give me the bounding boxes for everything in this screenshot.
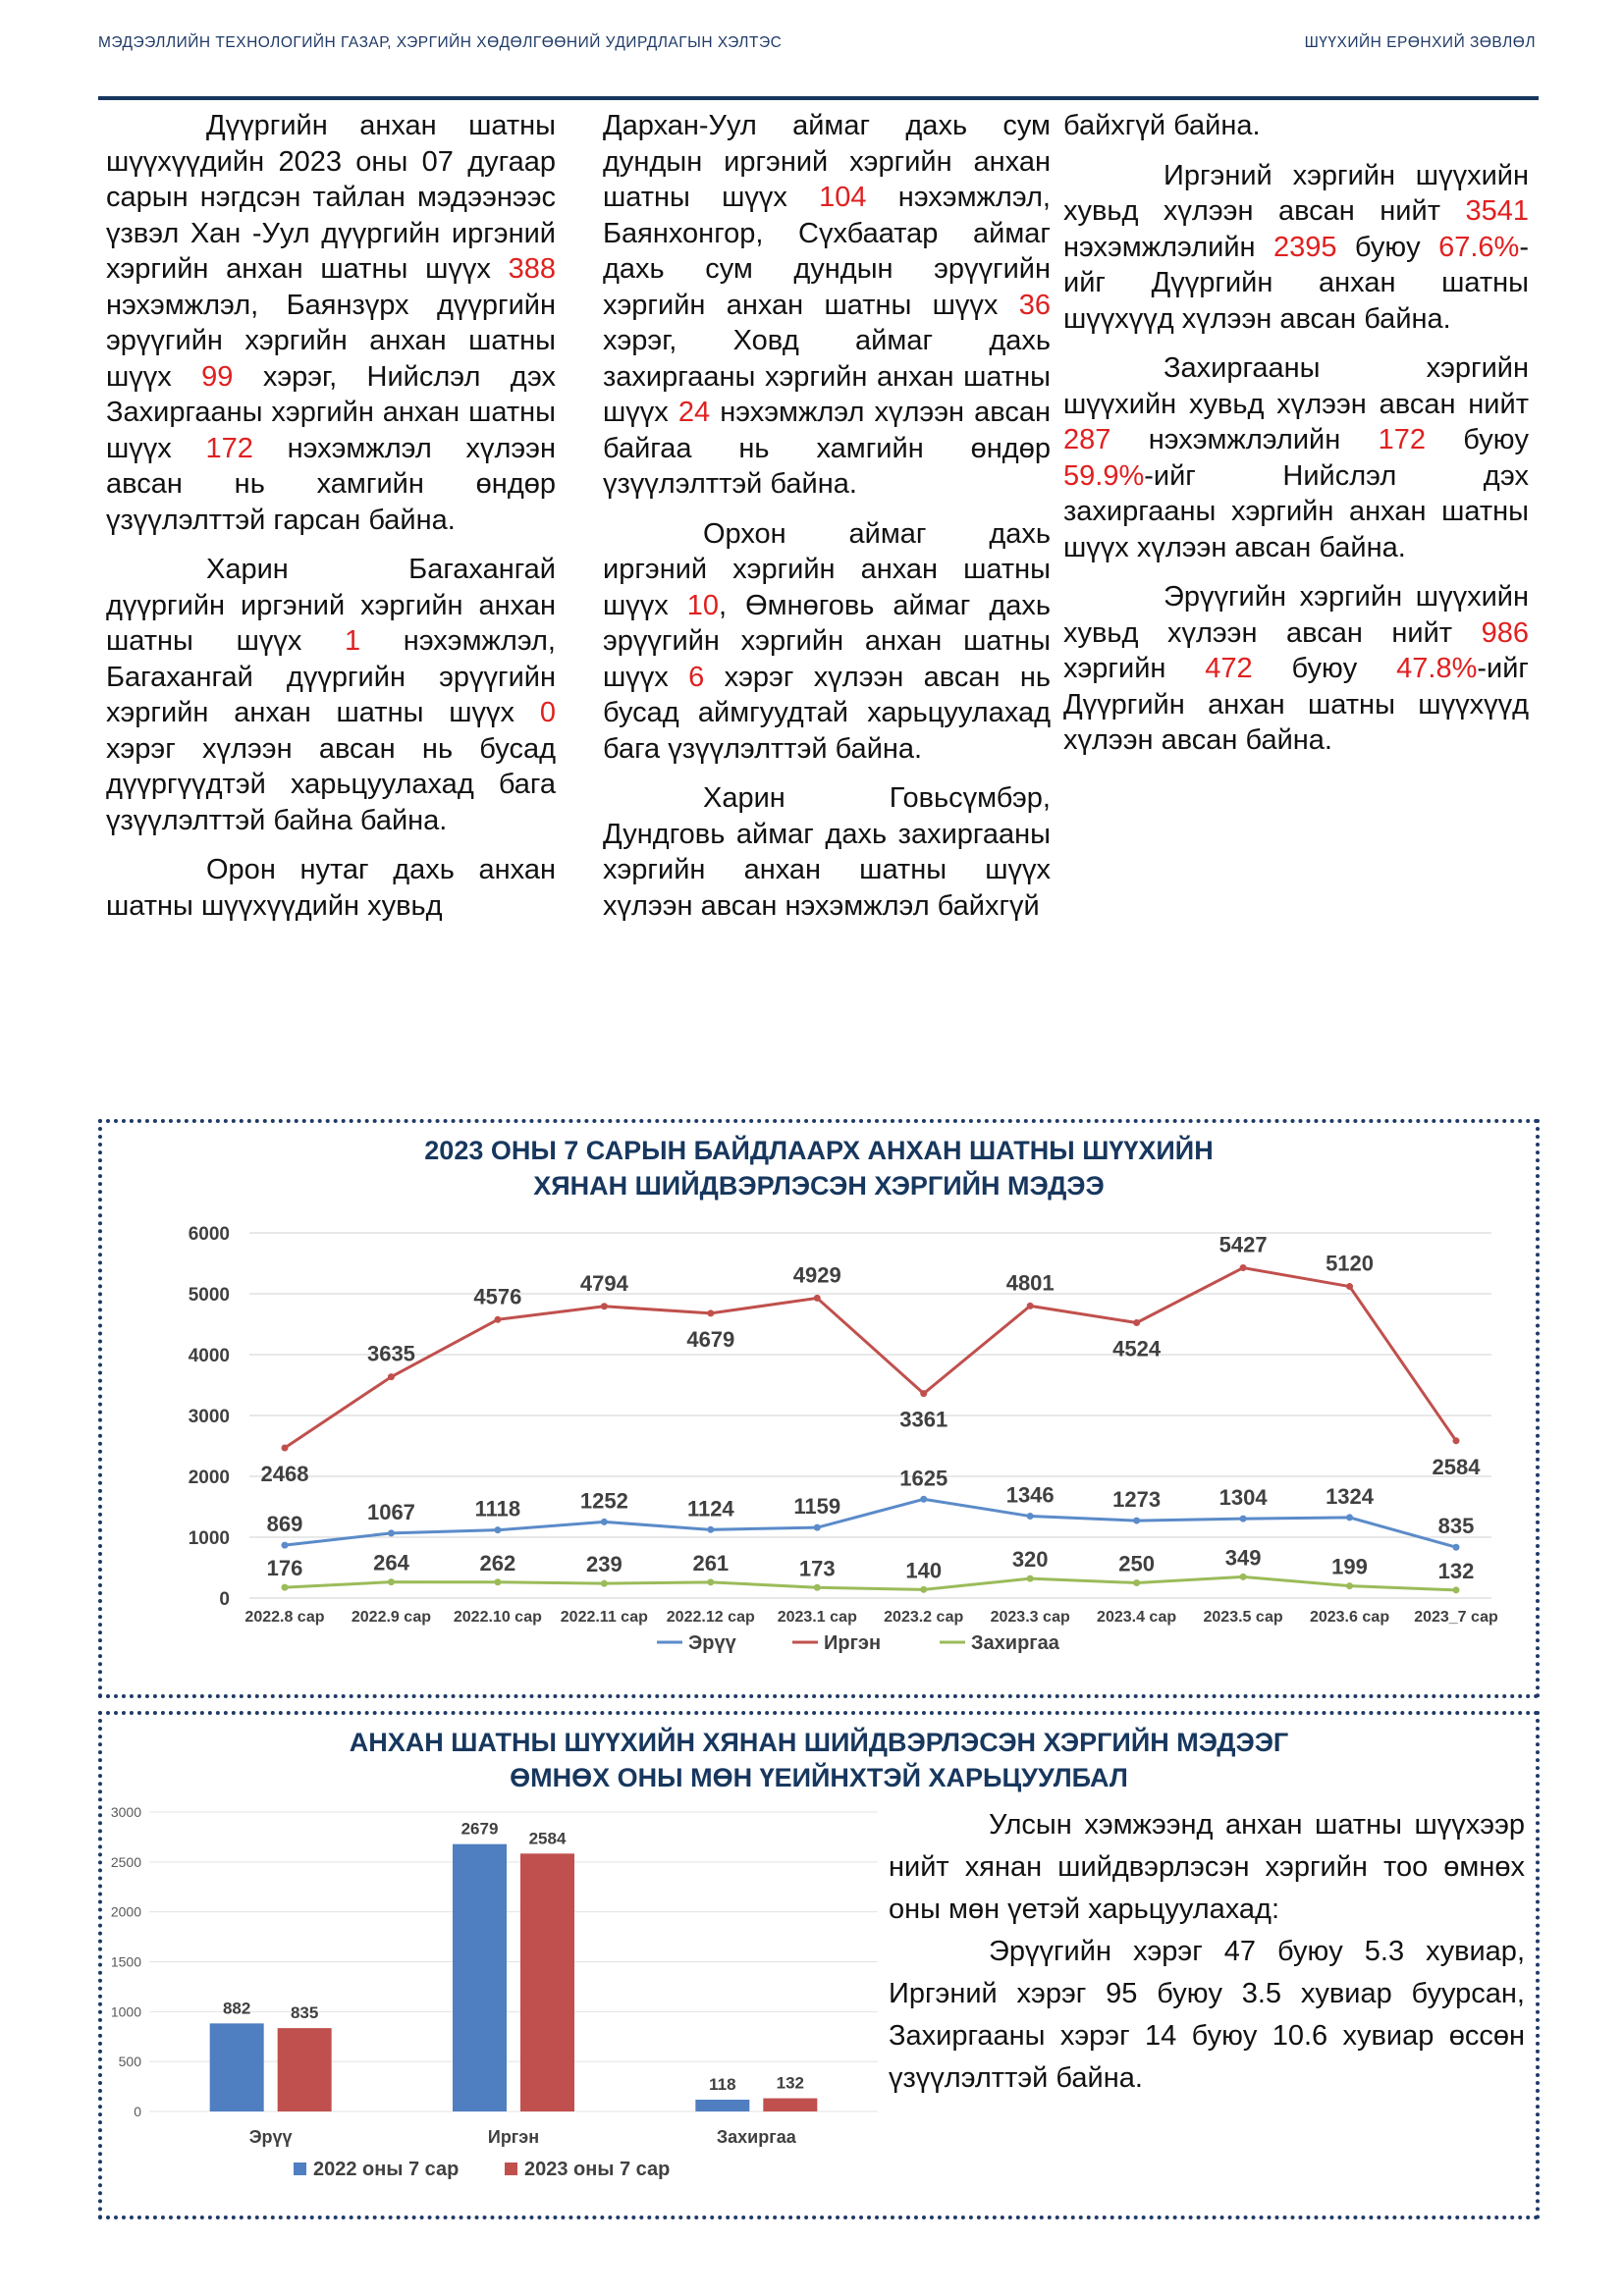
data-label: 1304 — [1218, 1485, 1268, 1511]
paragraph: Эрүүгийн хэргийн шүүхийн хувьд хүлээн авсан нийт 986 хэргийн 472 буюу 47.8%-ийг Дүүргийн анхан шатны шүүхүүд хүлээн авсан байна. — [1063, 581, 1529, 756]
data-label: 118 — [709, 2075, 736, 2095]
data-point — [388, 1373, 395, 1380]
data-point — [707, 1526, 714, 1533]
data-label: 1252 — [579, 1488, 628, 1514]
x-tick-label: 2022.9 сар — [351, 1609, 432, 1626]
data-label: 2584 — [528, 1829, 567, 1848]
data-point — [601, 1519, 608, 1525]
data-point — [920, 1390, 927, 1397]
data-label: 4929 — [792, 1262, 841, 1288]
highlight-number: 172 — [205, 432, 253, 464]
data-label: 140 — [905, 1558, 943, 1583]
x-tick-label: 2023.5 сар — [1203, 1609, 1283, 1626]
data-point — [814, 1584, 821, 1591]
data-label: 1159 — [793, 1494, 841, 1520]
data-label: 2468 — [260, 1461, 309, 1486]
paragraph: Дархан-Уул аймаг дахь сум дундын иргэний хэргийн анхан шатны шүүх 104 нэхэмжлэл, Баянхонгор, Сүхбаатар аймаг дахь сум дундын эрүүгийн хэргийн анхан шатны шүүх 36 хэрэг, Ховд аймаг дахь захиргааны хэргийн анхан шатны шүүх 24 нэхэмжлэл хүлээн авсан байгаа нь хамгийн өндөр үзүүлэлттэй байна. — [603, 110, 1051, 500]
highlight-number: 99 — [201, 360, 234, 393]
data-label: 2584 — [1432, 1454, 1481, 1479]
data-label: 882 — [222, 1999, 251, 2018]
data-point — [920, 1496, 927, 1503]
chart-title-line-1: АНХАН ШАТНЫ ШҮҮХИЙН ХЯНАН ШИЙДВЭРЛЭСЭН ХЭРГИЙН МЭДЭЭГ — [349, 1728, 1289, 1757]
paragraph: Харин Багахангай дүүргийн иргэний хэргийн анхан шатны шүүх 1 нэхэмжлэл, Багахангай дүүргийн эрүүгийн хэргийн анхан шатны шүүх 0 хэрэг хүлээн авсан нь бусад дүүргүүдтэй харьцуулахад бага үзүүлэлттэй байна байна. — [106, 554, 556, 836]
data-label: 264 — [373, 1550, 409, 1575]
x-tick-label: 2022.12 сар — [666, 1609, 755, 1626]
data-point — [601, 1303, 608, 1309]
data-point — [1027, 1303, 1034, 1309]
y-tick-label: 500 — [118, 2054, 141, 2070]
x-tick-label: Захиргаа — [716, 2127, 796, 2147]
text-column-3 — [1063, 108, 1529, 773]
data-point — [388, 1529, 395, 1536]
legend-label: Захиргаа — [971, 1632, 1059, 1654]
series-line-Захиргаа — [285, 1576, 1456, 1589]
paragraph: Дүүргийн анхан шатны шүүхүүдийн 2023 оны 07 дугаар сарын нэгдсэн тайлан мэдээнээс үзвэл Хан -Уул дүүргийн иргэний хэргийн анхан шатны шүүх 388 нэхэмжлэл, Баянзүрх дүүргийн эрүүгийн хэргийн анхан шатны шүүх 99 хэрэг, Нийслэл дэх Захиргааны хэргийн анхан шатны шүүх 172 нэхэмжлэл хүлээн авсан нь хамгийн өндөр үзүүлэлттэй гарсан байна. — [106, 110, 556, 536]
data-point — [1027, 1513, 1034, 1520]
data-point — [1027, 1575, 1034, 1582]
legend-label: 2023 оны 7 сар — [524, 2159, 671, 2180]
data-label: 1118 — [474, 1496, 521, 1522]
highlight-number: 24 — [677, 397, 711, 428]
highlight-number: 986 — [1481, 616, 1529, 649]
data-label: 1124 — [686, 1496, 734, 1522]
highlight-number: 36 — [1018, 289, 1051, 321]
y-tick-label: 1000 — [110, 2003, 141, 2020]
data-label: 1067 — [366, 1499, 415, 1524]
data-label: 199 — [1331, 1554, 1368, 1579]
data-label: 869 — [266, 1512, 303, 1537]
data-label: 3635 — [366, 1341, 415, 1366]
data-label: 2679 — [460, 1819, 499, 1839]
header-divider — [98, 96, 1539, 100]
chart-title-line-1: 2023 ОНЫ 7 САРЫН БАЙДЛААРХ АНХАН ШАТНЫ ШҮҮХИЙН — [424, 1136, 1214, 1165]
data-label: 4794 — [579, 1270, 628, 1296]
x-tick-label: 2023.2 сар — [884, 1609, 964, 1626]
data-label: 4801 — [1005, 1270, 1055, 1296]
legend-swatch — [505, 2163, 517, 2175]
y-tick-label: 1000 — [188, 1528, 230, 1549]
data-label: 132 — [1437, 1558, 1475, 1583]
data-label: 320 — [1011, 1547, 1049, 1573]
x-tick-label: 2022.10 сар — [453, 1609, 542, 1626]
chart-title-line-2: ХЯНАН ШИЙДВЭРЛЭСЭН ХЭРГИЙН МЭДЭЭ — [533, 1171, 1105, 1201]
data-point — [707, 1309, 714, 1316]
data-point — [1133, 1319, 1140, 1326]
y-tick-label: 3000 — [188, 1407, 230, 1427]
data-point — [1346, 1283, 1353, 1290]
highlight-number: 472 — [1205, 653, 1253, 684]
bar-2022 оны 7 сар — [453, 1844, 507, 2111]
data-label: 1273 — [1112, 1487, 1162, 1513]
data-label: 4679 — [686, 1326, 735, 1352]
series-line-Иргэн — [285, 1268, 1456, 1448]
paragraph: Захиргааны хэргийн шүүхийн хувьд хүлээн авсан нийт 287 нэхэмжлэлийн 172 буюу 59.9%-ийг Нийслэл дэх захиргааны хэргийн анхан шатны шүүх хүлээн авсан байна. — [1063, 352, 1530, 563]
legend-label: Эрүү — [688, 1632, 736, 1654]
highlight-number: 104 — [819, 182, 867, 213]
data-point — [494, 1526, 501, 1533]
bar-2022 оны 7 сар — [210, 2023, 264, 2111]
data-label: 5120 — [1326, 1251, 1375, 1276]
data-label: 835 — [1437, 1514, 1475, 1539]
highlight-number: 47.8% — [1396, 653, 1478, 684]
bar-chart — [102, 1795, 888, 2217]
x-tick-label: 2023.3 сар — [990, 1609, 1070, 1626]
data-label: 176 — [266, 1556, 303, 1581]
y-tick-label: 0 — [219, 1589, 230, 1610]
data-label: 1625 — [899, 1466, 948, 1491]
highlight-number: 59.9% — [1063, 459, 1145, 492]
y-tick-label: 6000 — [188, 1224, 230, 1245]
data-point — [1346, 1514, 1353, 1521]
data-point — [282, 1542, 289, 1549]
chart-title-line-2: ӨМНӨХ ОНЫ МӨН ҮЕИЙНХТЭЙ ХАРЬЦУУЛБАЛ — [510, 1763, 1128, 1792]
highlight-number: 3541 — [1465, 195, 1529, 227]
data-point — [814, 1295, 821, 1302]
data-point — [1133, 1579, 1140, 1586]
line-chart-panel — [98, 1119, 1540, 1698]
data-label: 835 — [290, 2003, 319, 2023]
x-tick-label: 2022.8 сар — [244, 1609, 325, 1626]
data-label: 3361 — [899, 1407, 948, 1432]
data-point — [1453, 1586, 1460, 1593]
bar-2023 оны 7 сар — [278, 2028, 332, 2111]
paragraph: Орхон аймаг дахь иргэний хэргийн анхан шатны шүүх 10, Өмнөговь аймаг дахь эрүүгийн хэргийн анхан шатны шүүх 6 хэрэг хүлээн авсан нь бусад аймгуудтай харьцуулахад бага үзүүлэлттэй байна. — [603, 517, 1051, 765]
y-tick-label: 3000 — [110, 1804, 141, 1820]
paragraph: Харин Говьсүмбэр, Дундговь аймаг дахь захиргааны хэргийн анхан шатны шүүх хүлээн авсан нэхэмжлэл байхгүй — [603, 782, 1051, 922]
paragraph: Улсын хэмжээнд анхан шатны шүүхээр нийт хянан шийдвэрлэсэн хэргийн тоо өмнөх оны мөн үетэй харьцуулахад: — [889, 1809, 1525, 1925]
data-label: 132 — [776, 2073, 805, 2093]
data-label: 4576 — [473, 1284, 522, 1309]
data-label: 173 — [798, 1556, 836, 1581]
data-label: 1346 — [1005, 1482, 1055, 1508]
highlight-number: 172 — [1378, 424, 1426, 455]
data-point — [601, 1580, 608, 1587]
data-label: 262 — [479, 1550, 516, 1575]
highlight-number: 287 — [1063, 424, 1111, 455]
legend-label: 2022 оны 7 сар — [313, 2159, 460, 2180]
text-column-2 — [603, 108, 1051, 937]
x-tick-label: Эрүү — [248, 2127, 293, 2147]
header-department: МЭДЭЭЛЛИЙН ТЕХНОЛОГИЙН ГАЗАР, ХЭРГИЙН ХӨДӨЛГӨӨНИЙ УДИРДЛАГЫН ХЭЛТЭС — [98, 34, 783, 51]
highlight-number: 10 — [686, 589, 720, 621]
highlight-number: 388 — [508, 253, 556, 285]
highlight-number: 67.6% — [1438, 231, 1520, 263]
highlight-number: 2395 — [1272, 231, 1337, 263]
data-label: 4524 — [1112, 1336, 1162, 1362]
data-point — [707, 1578, 714, 1585]
legend-swatch — [294, 2163, 306, 2175]
chart-legend — [657, 1632, 1060, 1654]
x-tick-label: Иргэн — [487, 2127, 540, 2147]
data-label: 1324 — [1326, 1483, 1375, 1509]
data-point — [1240, 1516, 1247, 1522]
comparison-summary — [889, 1804, 1525, 2100]
header-organization: ШҮҮХИЙН ЕРӨНХИЙ ЗӨВЛӨЛ — [1304, 34, 1536, 51]
paragraph: Орон нутаг дахь анхан шатны шүүхүүдийн хувьд — [106, 854, 556, 922]
y-tick-label: 2000 — [188, 1468, 230, 1488]
data-label: 261 — [692, 1550, 730, 1575]
highlight-number: 0 — [539, 697, 556, 728]
data-point — [1240, 1264, 1247, 1271]
y-tick-label: 4000 — [188, 1346, 230, 1366]
chart-legend — [294, 2159, 670, 2180]
data-label: 239 — [586, 1552, 623, 1577]
data-point — [282, 1444, 289, 1451]
x-tick-label: 2023.4 сар — [1097, 1609, 1177, 1626]
data-point — [920, 1586, 927, 1593]
data-label: 5427 — [1218, 1232, 1268, 1257]
data-point — [282, 1584, 289, 1591]
data-point — [1453, 1544, 1460, 1551]
y-tick-label: 1500 — [110, 1953, 141, 1970]
data-point — [388, 1578, 395, 1585]
data-point — [494, 1578, 501, 1585]
paragraph: байхгүй байна. — [1063, 110, 1261, 141]
legend-label: Иргэн — [824, 1632, 882, 1654]
data-label: 250 — [1118, 1551, 1155, 1576]
y-tick-label: 5000 — [188, 1285, 230, 1306]
text-column-1 — [106, 108, 556, 937]
x-tick-label: 2023.6 сар — [1309, 1609, 1390, 1626]
y-tick-label: 0 — [134, 2104, 141, 2119]
y-tick-label: 2500 — [110, 1853, 141, 1870]
line-chart — [102, 1203, 1536, 1694]
x-tick-label: 2023.1 сар — [777, 1609, 857, 1626]
data-point — [1346, 1582, 1353, 1589]
data-point — [1133, 1518, 1140, 1524]
x-tick-label: 2022.11 сар — [560, 1609, 648, 1626]
data-point — [814, 1524, 821, 1531]
data-label: 349 — [1224, 1545, 1262, 1571]
paragraph: Иргэний хэргийн шүүхийн хувьд хүлээн авсан нийт 3541 нэхэмжлэлийн 2395 буюу 67.6%-ийг Дүүргийн анхан шатны шүүхүүд хүлээн авсан байна. — [1063, 159, 1529, 335]
highlight-number: 6 — [688, 661, 705, 693]
x-tick-label: 2023_7 сар — [1414, 1609, 1498, 1626]
highlight-number: 1 — [345, 625, 361, 657]
bar-2023 оны 7 сар — [763, 2099, 817, 2111]
bar-2022 оны 7 сар — [695, 2100, 749, 2111]
data-point — [1453, 1437, 1460, 1444]
data-point — [1240, 1574, 1247, 1580]
bar-2023 оны 7 сар — [520, 1853, 574, 2111]
data-point — [494, 1316, 501, 1323]
paragraph: Эрүүгийн хэрэг 47 буюу 5.3 хувиар, Иргэний хэрэг 95 буюу 3.5 хувиар буурсан, Захиргааны хэрэг 14 буюу 10.6 хувиар өссөн үзүүлэлттэй байна. — [889, 1936, 1525, 2094]
y-tick-label: 2000 — [110, 1903, 141, 1920]
